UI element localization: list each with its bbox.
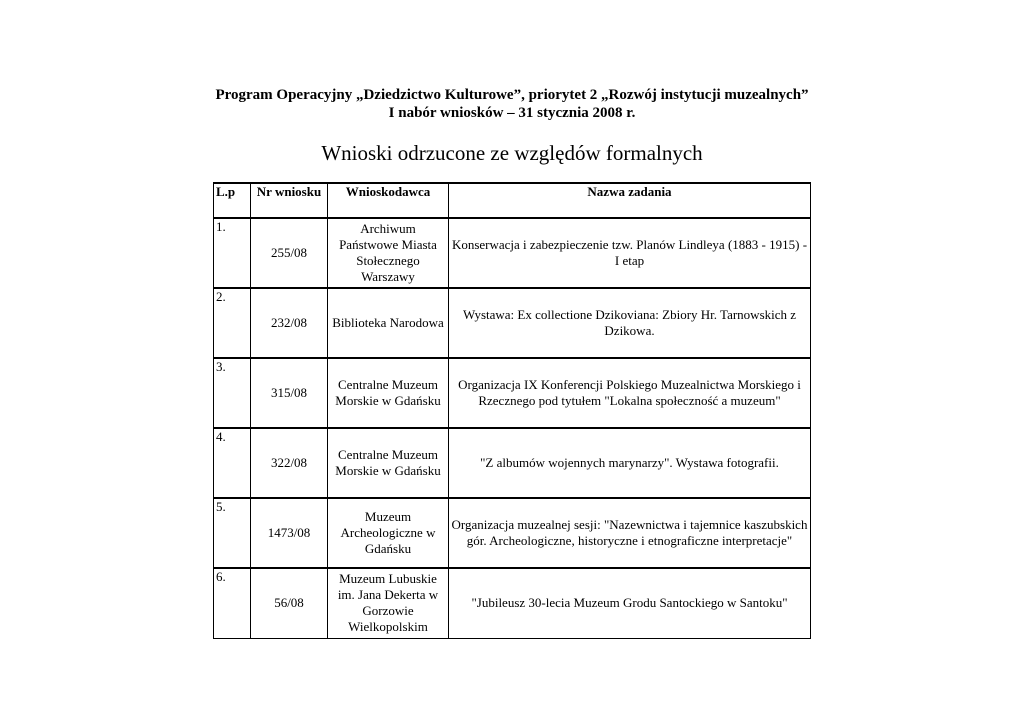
column-header-lp: L.p: [214, 183, 251, 218]
program-heading: Program Operacyjny „Dziedzictwo Kulturowe”, priorytet 2 „Rozwój instytucji muzealnych”: [215, 87, 809, 103]
table-row: [214, 288, 811, 358]
cell-task: Organizacja muzealnej sesji: "Nazewnictwa i tajemnice kaszubskich gór. Archeologiczne, historyczne i etnograficzne interpretacje": [449, 498, 811, 568]
table-row: [214, 498, 811, 568]
cell-applicant: Centralne Muzeum Morskie w Gdańsku: [328, 428, 449, 498]
page-title: Wnioski odrzucone ze względów formalnych: [321, 141, 703, 165]
cell-lp: 4.: [214, 428, 251, 498]
call-date-heading: I nabór wniosków – 31 stycznia 2008 r.: [388, 105, 636, 121]
table-header: [214, 183, 811, 218]
cell-applicant: Muzeum Lubuskie im. Jana Dekerta w Gorzowie Wielkopolskim: [328, 568, 449, 638]
cell-lp: 1.: [214, 218, 251, 288]
cell-applicant: Muzeum Archeologiczne w Gdańsku: [328, 498, 449, 568]
cell-lp: 3.: [214, 358, 251, 428]
rejected-applications-table: [213, 182, 811, 639]
cell-nr: 232/08: [251, 288, 328, 358]
table-row: [214, 358, 811, 428]
table-header-row: [214, 183, 811, 218]
cell-lp: 2.: [214, 288, 251, 358]
column-header-nr: Nr wniosku: [251, 183, 328, 218]
column-header-task: Nazwa zadania: [449, 183, 811, 218]
cell-task: Wystawa: Ex collectione Dzikoviana: Zbiory Hr. Tarnowskich z Dzikowa.: [449, 288, 811, 358]
cell-task: Organizacja IX Konferencji Polskiego Muzealnictwa Morskiego i Rzecznego pod tytułem "Lokalna społeczność a muzeum": [449, 358, 811, 428]
cell-lp: 5.: [214, 498, 251, 568]
cell-task: "Z albumów wojennych marynarzy". Wystawa fotografii.: [449, 428, 811, 498]
cell-nr: 315/08: [251, 358, 328, 428]
cell-task: Konserwacja i zabezpieczenie tzw. Planów Lindleya (1883 - 1915) - I etap: [449, 218, 811, 288]
cell-nr: 56/08: [251, 568, 328, 638]
cell-applicant: Archiwum Państwowe Miasta Stołecznego Warszawy: [328, 218, 449, 288]
table-row: [214, 568, 811, 638]
table-row: [214, 218, 811, 288]
cell-nr: 255/08: [251, 218, 328, 288]
table-body: [214, 218, 811, 638]
cell-lp: 6.: [214, 568, 251, 638]
column-header-applicant: Wnioskodawca: [328, 183, 449, 218]
cell-applicant: Biblioteka Narodowa: [328, 288, 449, 358]
cell-task: "Jubileusz 30-lecia Muzeum Grodu Santockiego w Santoku": [449, 568, 811, 638]
cell-applicant: Centralne Muzeum Morskie w Gdańsku: [328, 358, 449, 428]
table-row: [214, 428, 811, 498]
cell-nr: 1473/08: [251, 498, 328, 568]
cell-nr: 322/08: [251, 428, 328, 498]
